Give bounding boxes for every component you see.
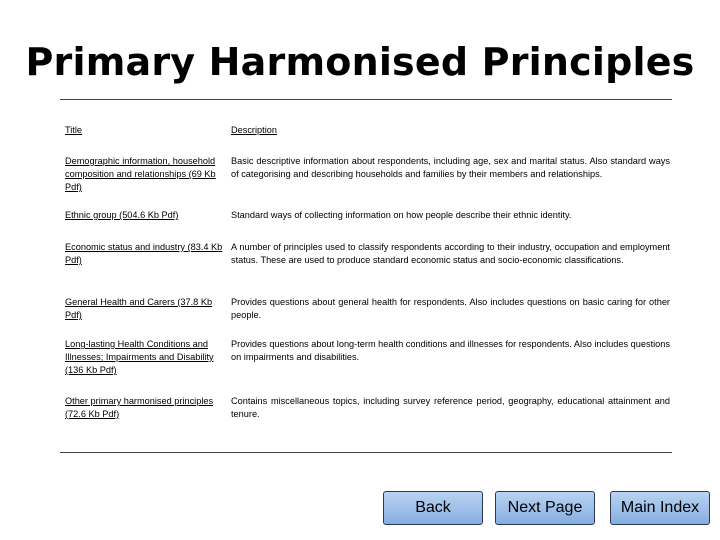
pdf-link-other-principles[interactable]: Other primary harmonised principles (72.6 Kb Pdf) [65,396,214,419]
column-header-title: Title [65,125,83,135]
page-title: Primary Harmonised Principles [25,40,695,84]
pdf-link-long-lasting-health[interactable]: Long-lasting Health Conditions and Illnesses; Impairments and Disability (136 Kb Pdf) [65,339,214,375]
table-row [65,209,670,222]
table-row [65,338,670,377]
table-row [65,395,670,421]
top-divider [60,99,672,100]
bottom-divider [60,452,672,453]
table-row [65,241,670,267]
pdf-link-ethnic-group[interactable]: Ethnic group (504.6 Kb Pdf) [65,210,179,220]
next-page-button[interactable]: Next Page [495,491,595,525]
pdf-link-general-health[interactable]: General Health and Carers (37.8 Kb Pdf) [65,297,213,320]
row-description: A number of principles used to classify respondents according to their industry, occupation and employment status. These are used to produce standard economic status and socio-economic classifications. [231,242,670,265]
row-description: Contains miscellaneous topics, including survey reference period, geography, educational attainment and tenure. [231,396,670,419]
back-button[interactable]: Back [383,491,483,525]
table-row [65,296,670,322]
table-row [65,155,670,194]
row-description: Basic descriptive information about respondents, including age, sex and marital status. Also standard ways of categorising and describing households and families by their members and relationships. [231,156,670,179]
row-description: Standard ways of collecting information on how people describe their ethnic identity. [231,210,572,220]
row-description: Provides questions about general health for respondents. Also includes questions on basic caring for other people. [231,297,670,320]
column-header-description: Description [231,125,277,135]
row-description: Provides questions about long-term health conditions and illnesses for respondents. Also includes questions on impairments and disabilities. [231,339,670,362]
main-index-button[interactable]: Main Index [610,491,710,525]
pdf-link-economic-status[interactable]: Economic status and industry (83.4 Kb Pdf) [65,242,223,265]
pdf-link-demographic[interactable]: Demographic information, household composition and relationships (69 Kb Pdf) [65,156,216,192]
table-header-row [65,124,670,137]
